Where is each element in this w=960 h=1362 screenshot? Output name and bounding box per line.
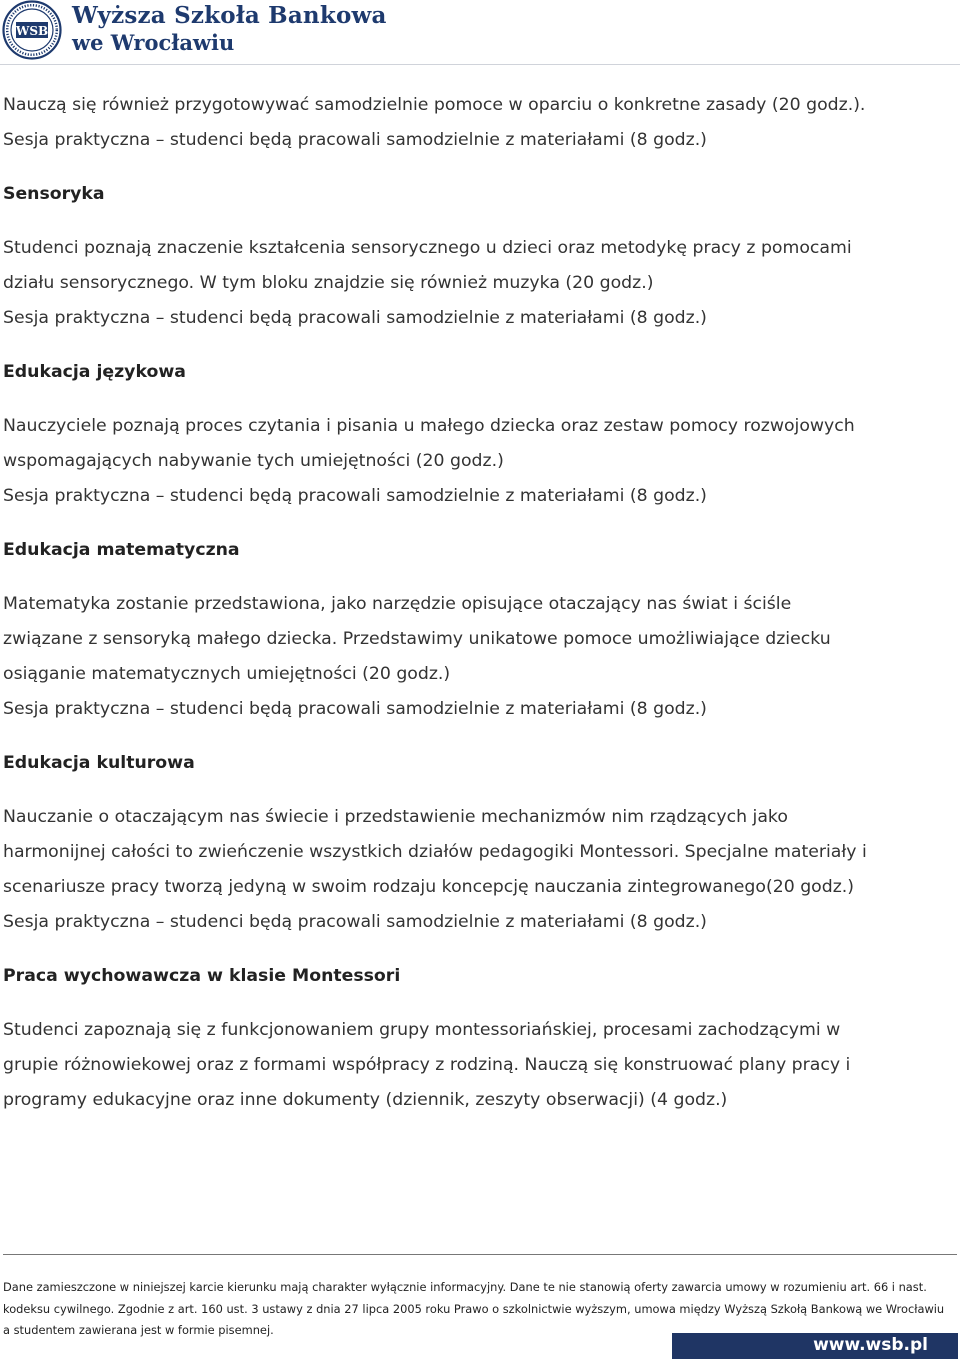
- page-header: [0, 0, 960, 66]
- header-divider: [0, 64, 960, 65]
- logo-line-2: we Wrocławiu: [72, 30, 235, 55]
- paragraph-line: Sesja praktyczna – studenci będą pracowali samodzielnie z materiałami (8 godz.): [3, 699, 707, 719]
- paragraph-line: związane z sensoryką małego dziecka. Przedstawimy unikatowe pomoce umożliwiające dziecku: [3, 629, 831, 649]
- paragraph-line: wspomagających nabywanie tych umiejętności (20 godz.): [3, 451, 504, 471]
- paragraph-line: Nauczą się również przygotowywać samodzielnie pomoce w oparciu o konkretne zasady (20 godz.).: [3, 95, 866, 115]
- paragraph-line: Studenci poznają znaczenie kształcenia sensorycznego u dzieci oraz metodykę pracy z pomocami: [3, 238, 852, 258]
- paragraph-line: osiąganie matematycznych umiejętności (20 godz.): [3, 664, 451, 684]
- paragraph-line: Matematyka zostanie przedstawiona, jako narzędzie opisujące otaczający nas świat i ściśle: [3, 594, 792, 614]
- paragraph-line: Studenci zapoznają się z funkcjonowaniem grupy montessoriańskiej, procesami zachodzącymi w: [3, 1020, 841, 1040]
- footer-disclaimer: [3, 1277, 958, 1342]
- university-logo-text: [72, 2, 387, 56]
- section-heading: Sensoryka: [3, 184, 105, 204]
- paragraph-line: harmonijnej całości to zwieńczenie wszystkich działów pedagogiki Montessori. Specjalne materiały i: [3, 842, 867, 862]
- wsb-seal-logo: [2, 0, 62, 60]
- paragraph-line: Sesja praktyczna – studenci będą pracowali samodzielnie z materiałami (8 godz.): [3, 486, 707, 506]
- paragraph-line: Nauczyciele poznają proces czytania i pisania u małego dziecka oraz zestaw pomocy rozwojowych: [3, 416, 855, 436]
- paragraph: [3, 800, 955, 940]
- paragraph: [3, 409, 955, 514]
- paragraph-line: scenariusze pracy tworzą jedyną w swoim rodzaju koncepcję nauczania zintegrowanego(20 godz.): [3, 877, 855, 897]
- paragraph-line: Sesja praktyczna – studenci będą pracowali samodzielnie z materiałami (8 godz.): [3, 912, 707, 932]
- section-heading: Edukacja kulturowa: [3, 753, 195, 773]
- paragraph: [3, 231, 955, 336]
- paragraph-line: Nauczanie o otaczającym nas świecie i przedstawienie mechanizmów nim rządzących jako: [3, 807, 788, 827]
- website-link[interactable]: www.wsb.pl: [813, 1335, 928, 1355]
- document-body: [3, 88, 955, 1118]
- wsb-seal-logo-text: WSB: [15, 24, 49, 38]
- section-heading: Praca wychowawcza w klasie Montessori: [3, 966, 401, 986]
- section-heading: Edukacja matematyczna: [3, 540, 240, 560]
- paragraph-line: programy edukacyjne oraz inne dokumenty (dziennik, zeszyty obserwacji) (4 godz.): [3, 1090, 728, 1110]
- logo-line-1: Wyższa Szkoła Bankowa: [72, 2, 387, 29]
- paragraph: [3, 587, 955, 727]
- paragraph-line: działu sensorycznego. W tym bloku znajdzie się również muzyka (20 godz.): [3, 273, 654, 293]
- website-bar: [672, 1333, 958, 1359]
- paragraph-line: Sesja praktyczna – studenci będą pracowali samodzielnie z materiałami (8 godz.): [3, 308, 707, 328]
- paragraph-line: grupie różnowiekowej oraz z formami współpracy z rodziną. Nauczą się konstruować plany pracy i: [3, 1055, 851, 1075]
- paragraph-line: Sesja praktyczna – studenci będą pracowali samodzielnie z materiałami (8 godz.): [3, 130, 707, 150]
- footer-divider: [3, 1254, 957, 1255]
- section-heading: Edukacja językowa: [3, 362, 186, 382]
- footer-line: Dane zamieszczone w niniejszej karcie kierunku mają charakter wyłącznie informacyjny. Dane te nie stanowią oferty zawarcia umowy w rozumieniu art. 66 i nast.: [3, 1280, 927, 1294]
- paragraph: [3, 88, 955, 158]
- footer-line: kodeksu cywilnego. Zgodnie z art. 160 ust. 3 ustawy z dnia 27 lipca 2005 roku Prawo o szkolnictwie wyższym, umowa między Wyższą Szkołą Bankową we Wrocławiu: [3, 1301, 945, 1316]
- footer-line: a studentem zawierana jest w formie pisemnej.: [3, 1323, 274, 1337]
- paragraph: [3, 1013, 955, 1118]
